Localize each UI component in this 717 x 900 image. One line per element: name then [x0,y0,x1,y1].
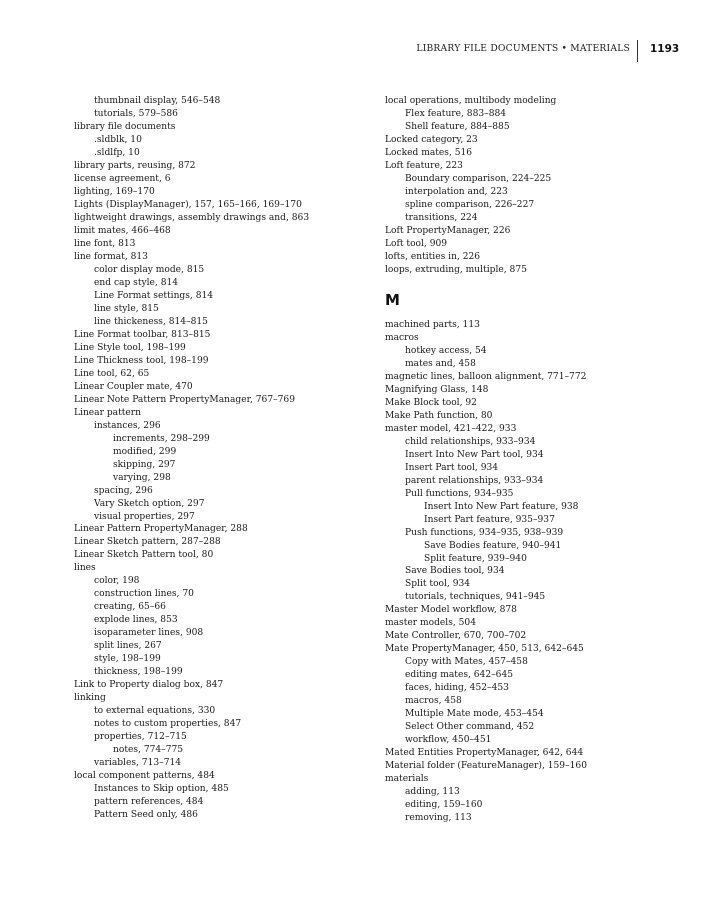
index-entry: line style, 815 [94,303,159,314]
index-entry: Line Format toolbar, 813–815 [74,329,211,340]
index-entry: transitions, 224 [405,212,478,223]
index-entry: visual properties, 297 [94,511,195,522]
running-head-title: LIBRARY FILE DOCUMENTS • MATERIALS [416,43,630,54]
index-entry: end cap style, 814 [94,277,179,288]
index-column-right [385,95,685,825]
index-entry: Insert Into New Part tool, 934 [405,449,544,460]
index-entry: Multiple Mate mode, 453–454 [405,709,544,720]
index-entry: magnetic lines, balloon alignment, 771–772 [385,371,587,382]
index-entry: line thickeness, 814–815 [94,316,208,327]
index-entry: thickness, 198–199 [94,667,183,678]
index-entry: creating, 65–66 [94,602,166,613]
index-entry: instances, 296 [94,420,161,431]
index-entry: Link to Property dialog box, 847 [74,680,224,691]
index-entry: Make Path function, 80 [385,410,493,421]
index-entry: line format, 813 [74,251,148,262]
index-entry: library file documents [74,121,176,132]
index-entry: macros, 458 [405,696,462,707]
page-number: 1193 [650,43,680,55]
index-entry: Shell feature, 884–885 [405,121,510,132]
index-entry: Insert Part feature, 935–937 [424,514,555,525]
index-entry: Locked mates, 516 [385,147,473,158]
index-entry: Line Style tool, 198–199 [74,342,186,353]
index-entry: Mated Entities PropertyManager, 642, 644 [385,748,584,759]
index-entry: properties, 712–715 [94,732,187,743]
index-entry: Select Other command, 452 [405,722,535,733]
index-entry: macros [385,332,419,343]
index-entry: Line tool, 62, 65 [74,368,150,379]
index-entry: mates and, 458 [405,358,476,369]
running-head-divider [637,40,638,62]
index-entry: parent relationships, 933–934 [405,475,544,486]
index-entry: Mate Controller, 670, 700–702 [385,631,527,642]
index-entry: Loft PropertyManager, 226 [385,225,511,236]
index-entry: Line Thickness tool, 198–199 [74,355,209,366]
index-entry: Line Format settings, 814 [94,290,214,301]
index-entry: Make Block tool, 92 [385,397,477,408]
index-entry: Linear Coupler mate, 470 [74,381,193,392]
index-entry: Master Model workflow, 878 [385,605,517,616]
index-entry: local component patterns, 484 [74,771,215,782]
index-entry: Flex feature, 883–884 [405,108,507,119]
index-entry: Lights (DisplayManager), 157, 165–166, 169–170 [74,199,302,210]
index-entry: local operations, multibody modeling [385,96,557,106]
index-entry: Locked category, 23 [385,134,478,145]
index-entry: varying, 298 [113,472,171,483]
index-entry: machined parts, 113 [385,319,480,330]
index-entry: Copy with Mates, 457–458 [405,657,528,668]
index-entry: faces, hiding, 452–453 [405,683,509,694]
index-entry: tutorials, 579–586 [94,108,178,119]
index-entry: increments, 298–299 [113,433,210,444]
index-entry: .sldlfp, 10 [94,147,140,158]
index-entry: adding, 113 [405,787,460,798]
index-entry: Material folder (FeatureManager), 159–160 [385,761,587,772]
index-entry: lighting, 169–170 [74,186,155,197]
index-entry: linking [74,693,106,704]
index-entry: Linear pattern [74,407,141,418]
index-entry: Linear Note Pattern PropertyManager, 767–769 [74,394,296,405]
index-entry: skipping, 297 [113,459,176,470]
index-entry: Split tool, 934 [405,579,471,590]
index-entry: .sldblk, 10 [94,134,142,145]
index-entry: limit mates, 466–468 [74,225,171,236]
index-entry: to external equations, 330 [94,706,216,717]
index-entry: color display mode, 815 [94,264,205,275]
index-entry: editing, 159–160 [405,800,483,811]
index-entry: license agreement, 6 [74,173,171,184]
index-entry: Save Bodies tool, 934 [405,566,505,577]
index-entry: workflow, 450–451 [405,735,492,746]
index-entry: materials [385,774,429,785]
index-entry: Linear Pattern PropertyManager, 288 [74,524,248,535]
index-entry: thumbnail display, 546–548 [94,96,221,106]
index-entry: Pattern Seed only, 486 [94,810,198,821]
index-entry: lightweight drawings, assembly drawings and, 863 [74,212,310,223]
index-entry: Push functions, 934–935, 938–939 [405,527,564,538]
index-entry: Pull functions, 934–935 [405,488,514,499]
index-entry: library parts, reusing, 872 [74,160,196,171]
section-letter-m: M [385,290,400,309]
index-entry: Loft tool, 909 [385,238,448,249]
running-head [416,40,646,62]
index-entry: spacing, 296 [94,485,153,496]
index-entry: construction lines, 70 [94,589,194,600]
index-entry: color, 198 [94,576,140,587]
index-entry: isoparameter lines, 908 [94,628,204,639]
index-entry: notes to custom properties, 847 [94,719,242,730]
index-entry: Loft feature, 223 [385,160,463,171]
index-entry: notes, 774–775 [113,745,184,756]
index-entry: Linear Sketch pattern, 287–288 [74,537,221,548]
index-entry: Insert Into New Part feature, 938 [424,501,579,512]
index-entry: Linear Sketch Pattern tool, 80 [74,550,214,561]
index-entry: split lines, 267 [94,641,162,652]
index-entry: Magnifying Glass, 148 [385,384,489,395]
index-entry: Save Bodies feature, 940–941 [424,540,562,551]
index-entry: removing, 113 [405,813,472,824]
index-entry: Vary Sketch option, 297 [94,498,205,509]
index-group-m [385,319,685,825]
index-group-l [385,95,685,277]
index-entry: style, 198–199 [94,654,161,665]
index-entry: Boundary comparison, 224–225 [405,173,552,184]
index-entry: tutorials, techniques, 941–945 [405,592,546,603]
index-entry: modified, 299 [113,446,177,457]
index-entry: interpolation and, 223 [405,186,508,197]
index-entry: Split feature, 939–940 [424,553,527,564]
index-entry: spline comparison, 226–227 [405,199,535,210]
index-entry: master models, 504 [385,618,476,629]
index-entry: pattern references, 484 [94,797,204,808]
index-entry: explode lines, 853 [94,615,178,626]
index-entry: Instances to Skip option, 485 [94,784,229,795]
index-entry: lines [74,563,96,574]
index-entry: Insert Part tool, 934 [405,462,499,473]
index-entry: master model, 421–422, 933 [385,423,517,434]
index-entry: editing mates, 642–645 [405,670,514,681]
index-entry: line font, 813 [74,238,136,249]
index-entry: Mate PropertyManager, 450, 513, 642–645 [385,644,584,655]
index-entry: loops, extruding, multiple, 875 [385,264,527,275]
index-entry: hotkey access, 54 [405,345,487,356]
index-entry: lofts, entities in, 226 [385,251,481,262]
index-entry: child relationships, 933–934 [405,436,536,447]
index-entry: variables, 713–714 [94,758,182,769]
index-column-left [74,95,374,822]
